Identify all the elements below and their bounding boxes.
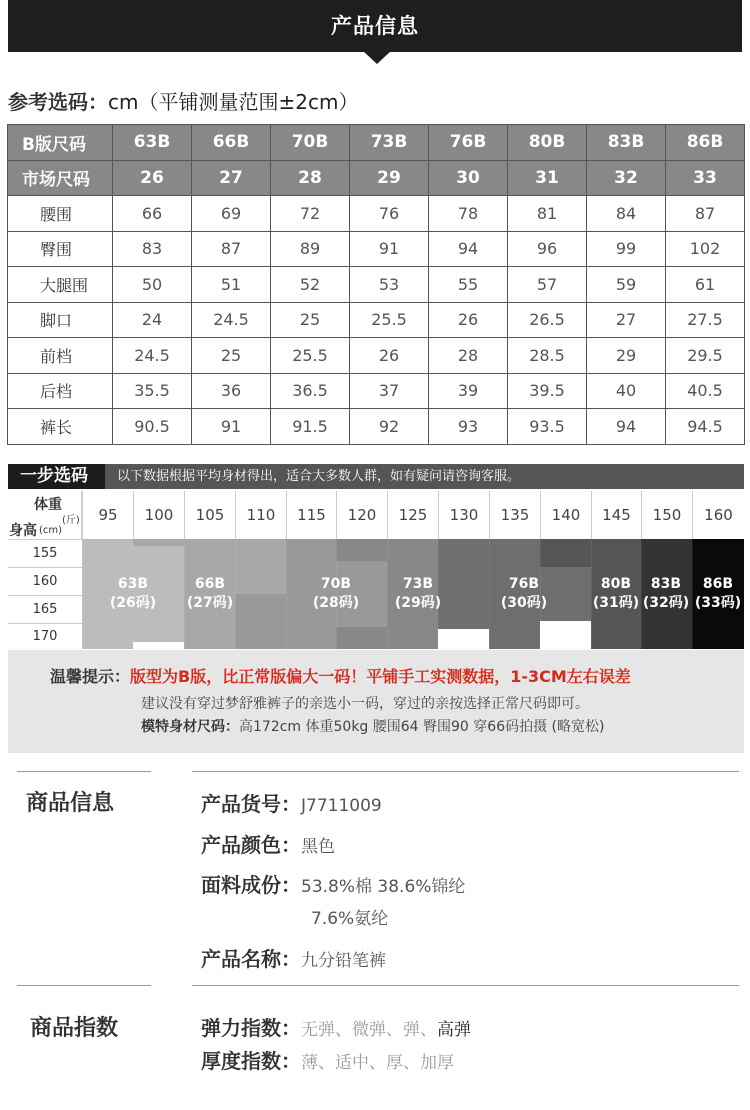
grid-line <box>387 539 388 649</box>
table-cell: 72 <box>271 196 350 232</box>
weight-header-cell: 135 <box>489 491 540 539</box>
size-block <box>336 539 387 561</box>
table-header-row <box>8 125 745 161</box>
block-size: 76B <box>508 576 540 592</box>
grid-line <box>133 539 134 649</box>
table-cell: 29 <box>350 160 429 196</box>
table-cell: 92 <box>350 409 429 445</box>
elastic-option: 高弹 <box>437 1020 471 1040</box>
table-cell: 26 <box>113 160 192 196</box>
reference-line <box>8 86 358 115</box>
row-label: 裤长 <box>8 409 113 445</box>
tip-warning: 版型为B版，比正常版偏大一码！平铺手工实测数据，1-3CM左右误差 <box>130 667 631 686</box>
size-block-label <box>378 575 458 613</box>
elastic-option: 微弹、 <box>352 1020 403 1040</box>
size-block-label <box>170 575 250 613</box>
reference-label: 参考选码： <box>8 90 108 114</box>
header-banner <box>8 0 742 52</box>
block-size: 70B <box>320 576 352 592</box>
model-text: 高172cm 体重50kg 腰围64 臀围90 穿66码拍摄 (略宽松) <box>239 719 605 735</box>
table-cell: 94 <box>587 409 666 445</box>
grid-line <box>692 539 693 649</box>
fabric-row <box>201 869 465 898</box>
fabric-row-2 <box>311 904 388 929</box>
row-label: 市场尺码 <box>8 160 113 196</box>
elastic-row <box>201 1012 471 1041</box>
table-cell: 78 <box>429 196 508 232</box>
weight-header-cell: 150 <box>641 491 692 539</box>
table-cell: 53 <box>350 267 429 303</box>
table-header-row <box>8 160 745 196</box>
table-cell: 91 <box>350 231 429 267</box>
block-size: 63B <box>117 576 149 592</box>
block-market-size: (30码) <box>500 595 548 611</box>
table-cell: 28.5 <box>508 338 587 374</box>
table-cell: 66 <box>113 196 192 232</box>
grid-line <box>641 539 642 649</box>
table-cell: 91 <box>192 409 271 445</box>
row-label: 前档 <box>8 338 113 374</box>
grid-line <box>540 539 541 649</box>
block-size: 83B <box>650 576 682 592</box>
name-row <box>201 943 386 972</box>
divider <box>17 771 151 772</box>
model-label: 模特身材尺码： <box>141 719 239 735</box>
grid-corner <box>8 491 82 539</box>
row-label: 后档 <box>8 373 113 409</box>
table-cell: 52 <box>271 267 350 303</box>
table-cell: 87 <box>192 231 271 267</box>
size-block <box>540 539 591 567</box>
tip-advice: 建议没有穿过梦舒雅裤子的亲选小一码，穿过的亲按选择正常尺码即可。 <box>141 696 589 712</box>
table-cell: 40.5 <box>666 373 745 409</box>
table-cell: 25.5 <box>271 338 350 374</box>
table-cell: 93.5 <box>508 409 587 445</box>
weight-header-cell: 120 <box>336 491 387 539</box>
height-label: 身高 <box>9 523 37 539</box>
table-cell: 70B <box>271 125 350 161</box>
table-cell: 93 <box>429 409 508 445</box>
step-select-desc: 以下数据根据平均身材得出，适合大多数人群，如有疑问请咨询客服。 <box>117 469 521 484</box>
table-cell: 90.5 <box>113 409 192 445</box>
fabric-label: 面料成份： <box>201 873 301 897</box>
weight-header-cell: 100 <box>133 491 184 539</box>
size-block <box>336 627 387 649</box>
block-market-size: (32码) <box>642 595 690 611</box>
table-cell: 59 <box>587 267 666 303</box>
table-cell: 29 <box>587 338 666 374</box>
reference-text: cm（平铺测量范围±2cm） <box>108 90 359 114</box>
table-cell: 35.5 <box>113 373 192 409</box>
weight-unit: (斤) <box>62 515 80 526</box>
grid-line <box>591 539 592 649</box>
tip-label: 温馨提示： <box>50 667 131 686</box>
weight-header-cell: 145 <box>591 491 641 539</box>
thickness-label: 厚度指数： <box>201 1049 301 1073</box>
grid-line <box>489 539 490 649</box>
row-label: B版尺码 <box>8 125 113 161</box>
table-cell: 91.5 <box>271 409 350 445</box>
color-value: 黑色 <box>301 837 335 857</box>
height-row-label: 160 <box>8 567 82 595</box>
thickness-option: 适中、 <box>335 1053 386 1073</box>
table-cell: 76B <box>429 125 508 161</box>
table-cell: 76 <box>350 196 429 232</box>
table-cell: 25 <box>271 302 350 338</box>
table-cell: 39.5 <box>508 373 587 409</box>
thickness-row <box>201 1045 454 1074</box>
block-market-size: (26码) <box>109 595 157 611</box>
height-row-label: 155 <box>8 539 82 567</box>
fabric-value-line1: 53.8%棉 38.6%锦纶 <box>301 877 466 897</box>
table-cell: 73B <box>350 125 429 161</box>
table-cell: 86B <box>666 125 745 161</box>
table-cell: 99 <box>587 231 666 267</box>
thickness-option: 厚、 <box>386 1053 420 1073</box>
item-number-label: 产品货号： <box>201 792 301 816</box>
weight-header-cell: 110 <box>235 491 286 539</box>
grid-line <box>82 539 83 649</box>
fabric-value-line2: 7.6%氨纶 <box>311 909 389 929</box>
table-cell: 81 <box>508 196 587 232</box>
table-cell: 24.5 <box>113 338 192 374</box>
banner-arrow <box>363 51 391 64</box>
block-size: 73B <box>402 576 434 592</box>
table-cell: 26.5 <box>508 302 587 338</box>
table-cell: 84 <box>587 196 666 232</box>
elastic-option: 无弹、 <box>301 1020 352 1040</box>
item-number-row <box>201 788 382 817</box>
row-label: 脚口 <box>8 302 113 338</box>
table-cell: 33 <box>666 160 745 196</box>
divider <box>192 985 739 986</box>
table-cell: 28 <box>429 338 508 374</box>
height-row-label: 165 <box>8 595 82 623</box>
tip-warning-line <box>50 664 631 687</box>
table-cell: 55 <box>429 267 508 303</box>
block-market-size: (28码) <box>312 595 360 611</box>
table-cell: 25.5 <box>350 302 429 338</box>
table-row <box>8 196 745 232</box>
table-cell: 25 <box>192 338 271 374</box>
table-cell: 31 <box>508 160 587 196</box>
table-cell: 30 <box>429 160 508 196</box>
table-cell: 83B <box>587 125 666 161</box>
table-cell: 32 <box>587 160 666 196</box>
elastic-label: 弹力指数： <box>201 1016 301 1040</box>
divider <box>192 771 739 772</box>
table-cell: 36.5 <box>271 373 350 409</box>
block-market-size: (29码) <box>394 595 442 611</box>
weight-header-cell: 140 <box>540 491 591 539</box>
block-market-size: (27码) <box>186 595 234 611</box>
table-cell: 40 <box>587 373 666 409</box>
table-cell: 27 <box>192 160 271 196</box>
table-cell: 39 <box>429 373 508 409</box>
table-cell: 24.5 <box>192 302 271 338</box>
block-size: 86B <box>702 576 734 592</box>
table-cell: 27.5 <box>666 302 745 338</box>
color-label: 产品颜色： <box>201 833 301 857</box>
block-size: 80B <box>600 576 632 592</box>
row-label: 臀围 <box>8 231 113 267</box>
grid-line <box>184 539 185 649</box>
divider <box>17 985 151 986</box>
weight-header-cell: 105 <box>184 491 235 539</box>
step-select-bar <box>8 464 744 489</box>
table-cell: 87 <box>666 196 745 232</box>
height-row-label: 170 <box>8 623 82 649</box>
step-select-title: 一步选码 <box>8 464 105 489</box>
size-block <box>133 539 184 546</box>
size-block-label <box>484 575 564 613</box>
block-market-size: (33码) <box>694 595 742 611</box>
table-cell: 28 <box>271 160 350 196</box>
weight-header-cell: 160 <box>692 491 744 539</box>
table-cell: 26 <box>350 338 429 374</box>
table-cell: 24 <box>113 302 192 338</box>
tip-model-line <box>141 716 604 736</box>
grid-line <box>235 539 236 649</box>
table-cell: 61 <box>666 267 745 303</box>
table-cell: 69 <box>192 196 271 232</box>
size-block-label <box>678 575 750 613</box>
item-number-value: J7711009 <box>301 796 382 816</box>
name-label: 产品名称： <box>201 947 301 971</box>
block-market-size: (31码) <box>592 595 640 611</box>
row-label: 腰围 <box>8 196 113 232</box>
table-cell: 80B <box>508 125 587 161</box>
row-label: 大腿围 <box>8 267 113 303</box>
block-size: 66B <box>194 576 226 592</box>
table-row <box>8 302 745 338</box>
name-value: 九分铅笔裤 <box>301 951 386 971</box>
table-cell: 57 <box>508 267 587 303</box>
table-cell: 51 <box>192 267 271 303</box>
table-cell: 102 <box>666 231 745 267</box>
tips-box <box>8 650 744 753</box>
table-cell: 94.5 <box>666 409 745 445</box>
thickness-option: 加厚 <box>420 1053 454 1073</box>
table-cell: 50 <box>113 267 192 303</box>
size-table <box>7 124 745 445</box>
table-cell: 89 <box>271 231 350 267</box>
weight-label: 体重 <box>34 497 62 513</box>
thickness-option: 薄、 <box>301 1053 335 1073</box>
height-unit: (cm) <box>39 525 63 536</box>
weight-header-cell: 130 <box>438 491 489 539</box>
banner-title: 产品信息 <box>331 14 419 38</box>
table-cell: 66B <box>192 125 271 161</box>
table-cell: 27 <box>587 302 666 338</box>
size-recommendation-grid <box>8 491 744 649</box>
weight-header-cell: 115 <box>286 491 336 539</box>
table-row <box>8 231 745 267</box>
grid-line <box>438 539 439 649</box>
color-row <box>201 829 335 858</box>
table-cell: 29.5 <box>666 338 745 374</box>
table-cell: 63B <box>113 125 192 161</box>
table-cell: 36 <box>192 373 271 409</box>
table-cell: 83 <box>113 231 192 267</box>
product-index-title: 商品指数 <box>30 1016 119 1041</box>
weight-header-cell: 95 <box>82 491 133 539</box>
grid-line <box>286 539 287 649</box>
grid-line <box>336 539 337 649</box>
table-cell: 96 <box>508 231 587 267</box>
table-cell: 94 <box>429 231 508 267</box>
table-row <box>8 267 745 303</box>
table-cell: 37 <box>350 373 429 409</box>
table-cell: 26 <box>429 302 508 338</box>
weight-header-cell: 125 <box>387 491 438 539</box>
table-row <box>8 373 745 409</box>
table-row <box>8 338 745 374</box>
table-row <box>8 409 745 445</box>
product-info-title: 商品信息 <box>26 791 115 816</box>
elastic-option: 弹、 <box>403 1020 437 1040</box>
